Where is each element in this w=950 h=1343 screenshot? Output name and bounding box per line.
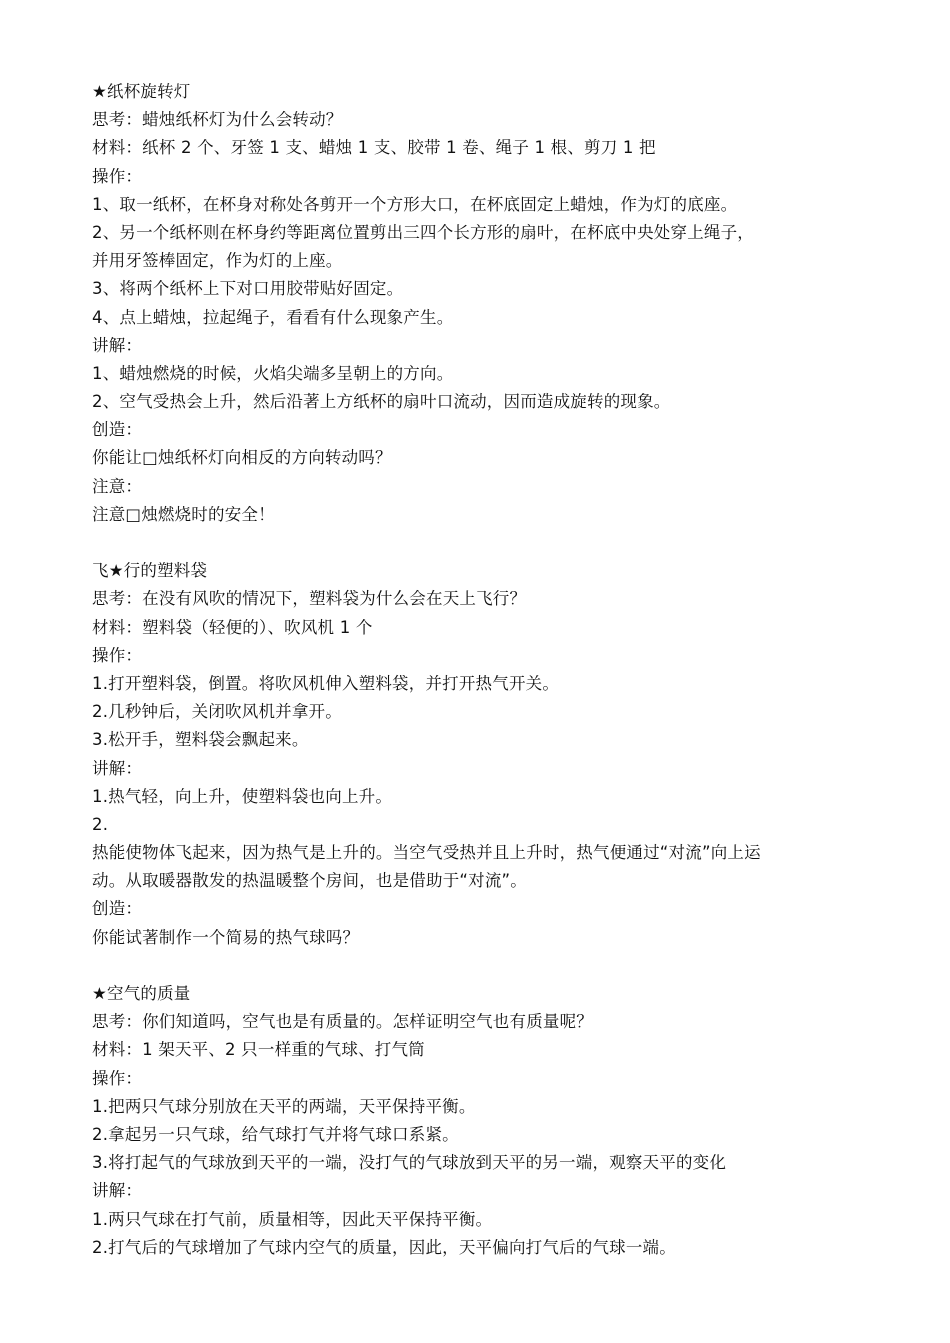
step-1: 1.把两只气球分别放在天平的两端，天平保持平衡。 — [92, 1096, 476, 1116]
step-2: 2.拿起另一只气球，给气球打气并将气球口系紧。 — [92, 1124, 459, 1144]
create-question: 你能试著制作一个简易的热气球吗？ — [92, 927, 360, 947]
materials-line: 材料：纸杯 2 个、牙签 1 支、蜡烛 1 支、胶带 1 卷、绳子 1 根、剪刀 1 把 — [92, 138, 656, 158]
create-heading: 创造： — [92, 899, 143, 919]
explanation-2-text: 热能使物体飞起来，因为热气是上升的。当空气受热并且上升时，热气便通过“对流”向上运 — [92, 843, 761, 863]
section-title: 飞★行的塑料袋 — [92, 561, 208, 581]
think-line: 思考：蜡烛纸杯灯为什么会转动？ — [92, 110, 343, 130]
document-page — [92, 78, 872, 1262]
section-title: ★空气的质量 — [92, 984, 191, 1003]
section-gap — [92, 529, 872, 557]
section-gap — [92, 952, 872, 980]
operation-heading: 操作： — [92, 166, 143, 186]
section-air-mass — [92, 980, 872, 1262]
step-1: 1、取一纸杯，在杯身对称处各剪开一个方形大口，在杯底固定上蜡烛，作为灯的底座。 — [92, 194, 738, 214]
step-3: 3、将两个纸杯上下对口用胶带贴好固定。 — [92, 279, 404, 299]
think-line: 思考：在没有风吹的情况下，塑料袋为什么会在天上飞行？ — [92, 589, 527, 609]
explanation-2-continued: 动。从取暖器散发的热温暖整个房间，也是借助于“对流”。 — [92, 871, 527, 891]
note-text: 注意□烛燃烧时的安全！ — [92, 504, 275, 524]
explanation-1: 1.两只气球在打气前，质量相等，因此天平保持平衡。 — [92, 1209, 493, 1229]
step-3: 3.松开手，塑料袋会飘起来。 — [92, 730, 309, 750]
explanation-heading: 讲解： — [92, 758, 143, 778]
explanation-2: 2.打气后的气球增加了气球内空气的质量，因此，天平偏向打气后的气球一端。 — [92, 1237, 676, 1257]
section-paper-cup-lantern — [92, 78, 872, 529]
section-title: ★纸杯旋转灯 — [92, 82, 191, 101]
explanation-2: 2、空气受热会上升，然后沿著上方纸杯的扇叶口流动，因而造成旋转的现象。 — [92, 392, 671, 412]
step-2: 2.几秒钟后，关闭吹风机并拿开。 — [92, 702, 342, 722]
create-question: 你能让□烛纸杯灯向相反的方向转动吗？ — [92, 448, 392, 468]
operation-heading: 操作： — [92, 645, 143, 665]
section-flying-plastic-bag — [92, 557, 872, 952]
create-heading: 创造： — [92, 420, 143, 440]
explanation-2-number: 2. — [92, 814, 109, 834]
note-heading: 注意： — [92, 476, 143, 496]
materials-line: 材料：1 架天平、2 只一样重的气球、打气筒 — [92, 1040, 425, 1060]
think-line: 思考：你们知道吗，空气也是有质量的。怎样证明空气也有质量呢？ — [92, 1012, 593, 1032]
materials-line: 材料：塑料袋（轻便的）、吹风机 1 个 — [92, 617, 373, 637]
step-3: 3.将打起气的气球放到天平的一端，没打气的气球放到天平的另一端，观察天平的变化 — [92, 1153, 727, 1173]
operation-heading: 操作： — [92, 1068, 143, 1088]
explanation-heading: 讲解： — [92, 335, 143, 355]
explanation-1: 1.热气轻，向上升，使塑料袋也向上升。 — [92, 786, 393, 806]
step-4: 4、点上蜡烛，拉起绳子，看看有什么现象产生。 — [92, 307, 454, 327]
explanation-1: 1、蜡烛燃烧的时候，火焰尖端多呈朝上的方向。 — [92, 363, 454, 383]
step-2-continued: 并用牙签棒固定，作为灯的上座。 — [92, 251, 343, 271]
explanation-heading: 讲解： — [92, 1181, 143, 1201]
step-2: 2、另一个纸杯则在杯身约等距离位置剪出三四个长方形的扇叶，在杯底中央处穿上绳子， — [92, 222, 754, 242]
step-1: 1.打开塑料袋，倒置。将吹风机伸入塑料袋，并打开热气开关。 — [92, 673, 560, 693]
